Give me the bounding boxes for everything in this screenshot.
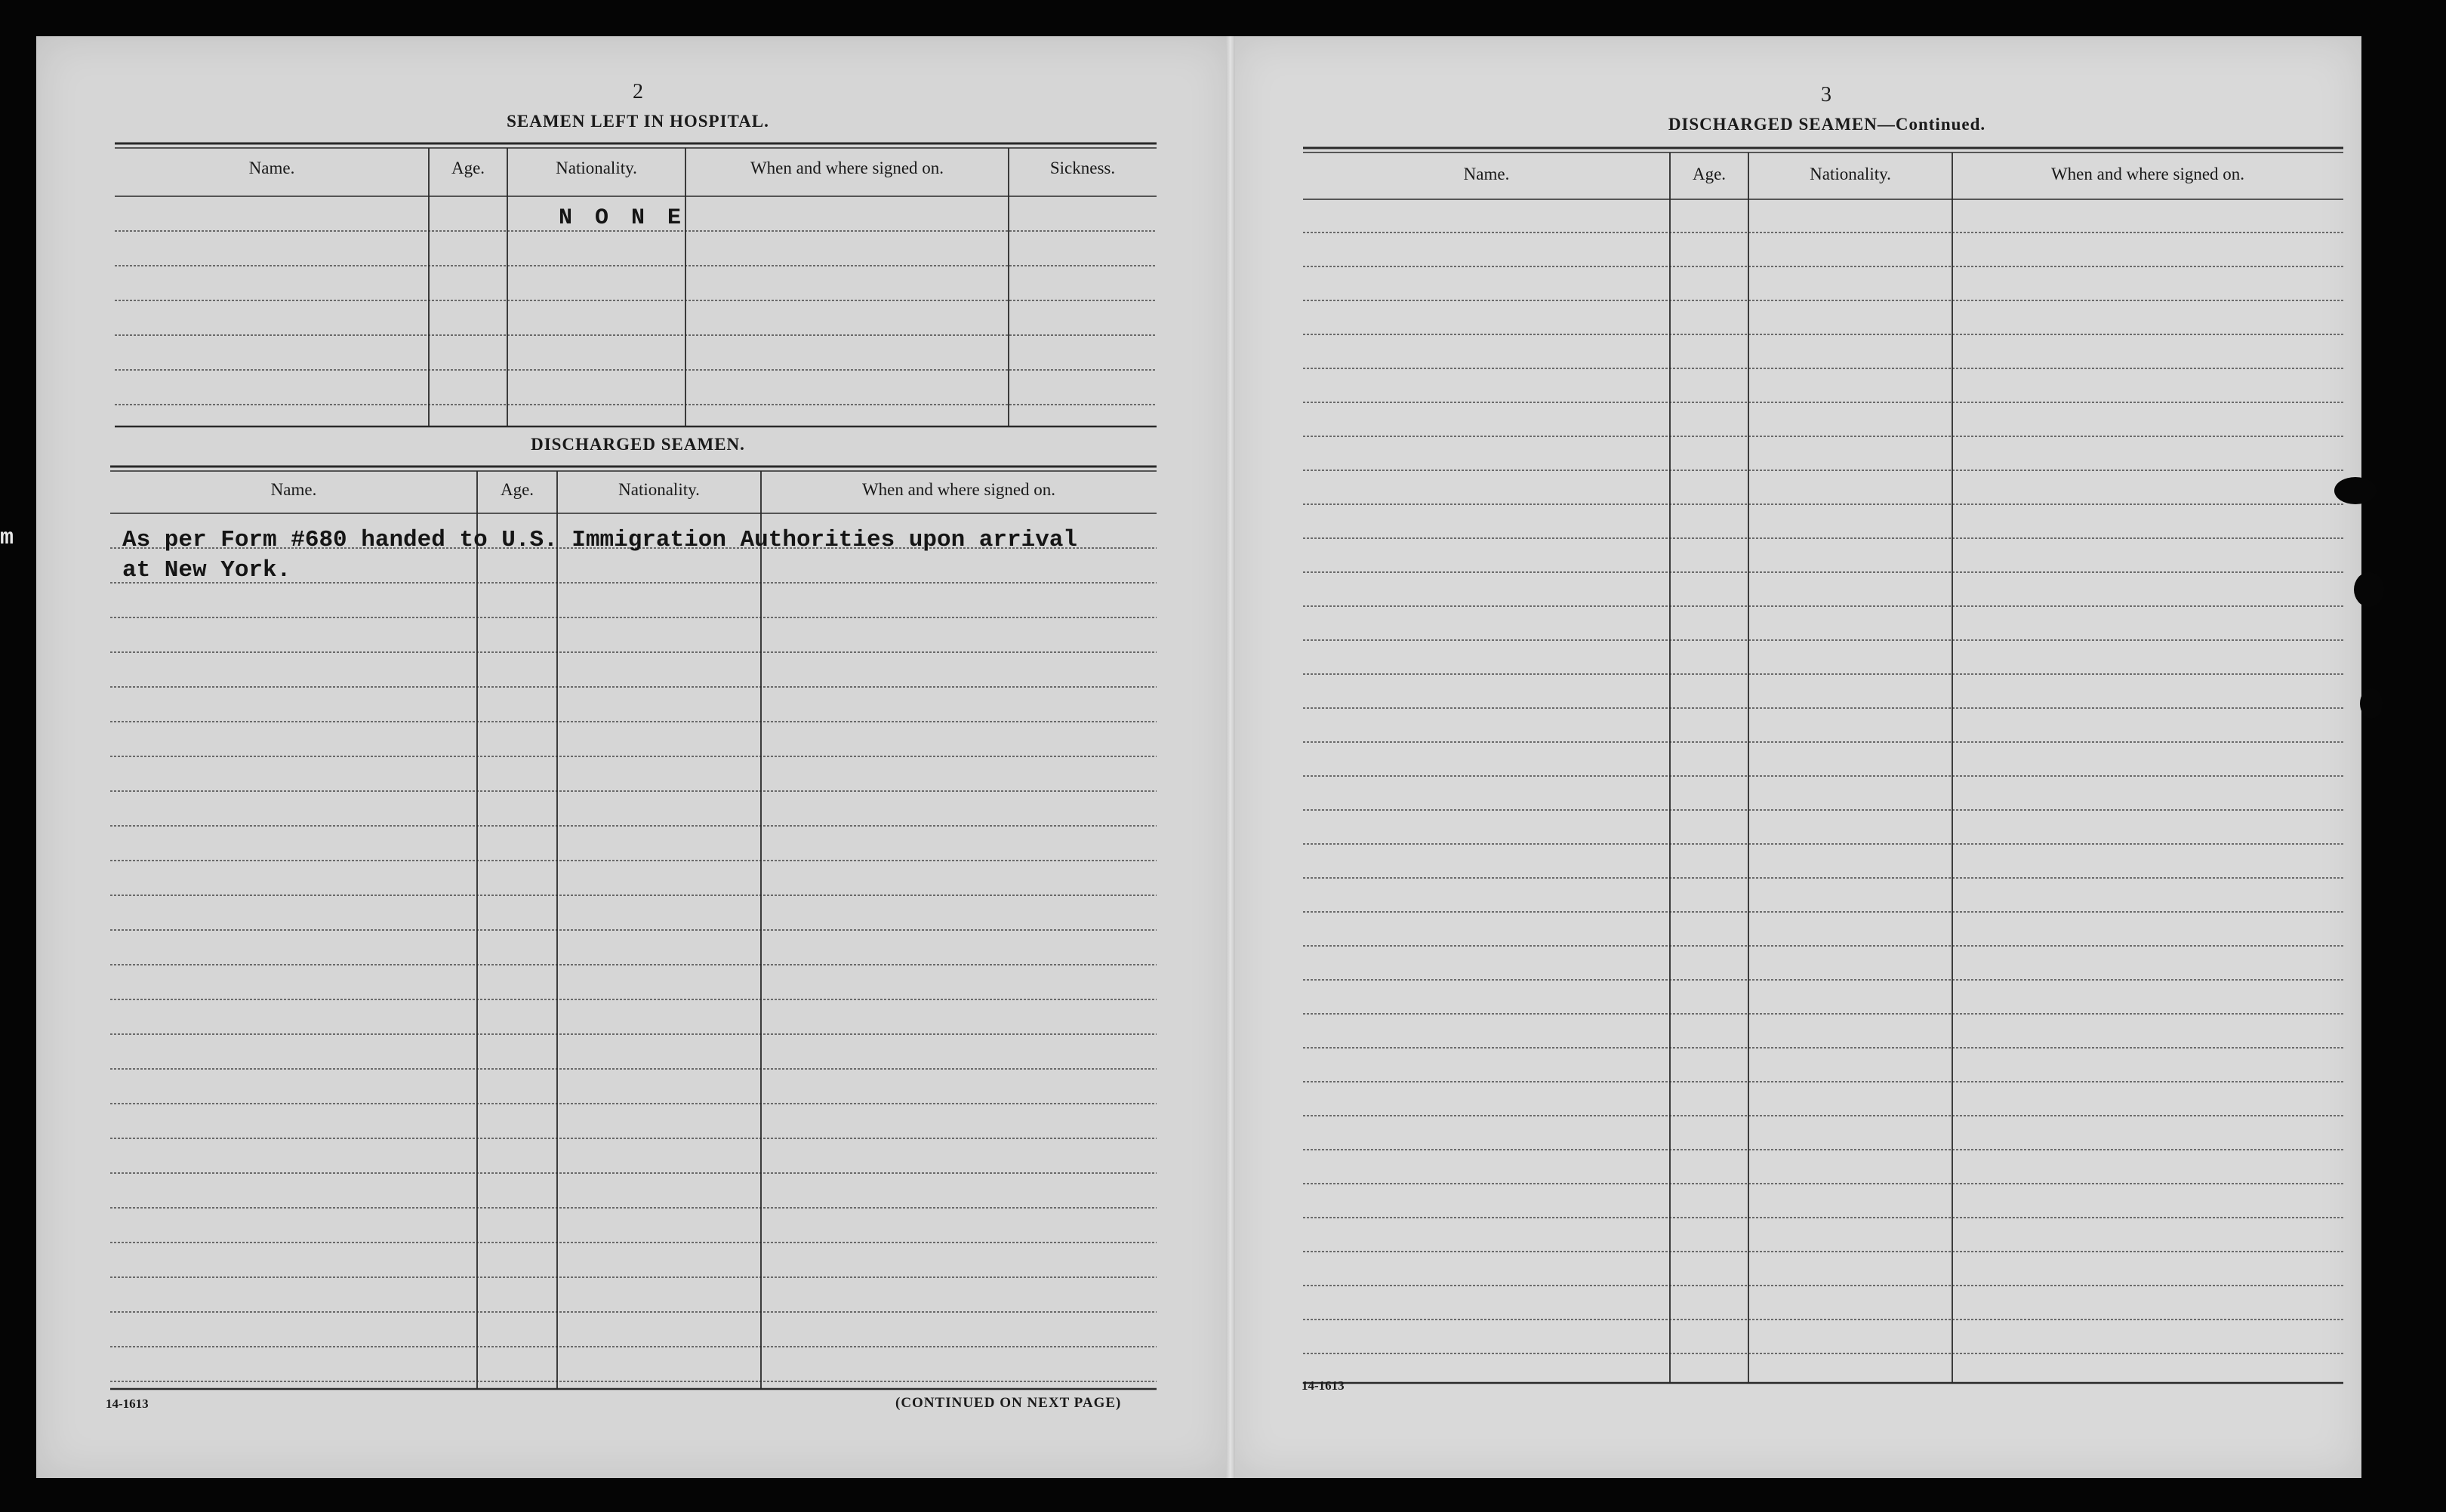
discharged-continued-grid — [1303, 148, 2343, 1383]
hospital-col-nationality: Nationality. — [556, 159, 637, 177]
form-number-left: 14-1613 — [106, 1397, 149, 1411]
right-section-title: DISCHARGED SEAMEN—Continued. — [1668, 115, 1986, 134]
binder-edge-mark — [2360, 688, 2383, 719]
continued-note: (CONTINUED ON NEXT PAGE) — [895, 1395, 1122, 1411]
discharged-col-signed-on: When and where signed on. — [861, 480, 1056, 499]
discharged-table-grid — [110, 467, 1157, 1389]
page-number-right: 3 — [1821, 83, 1831, 106]
discharged-col-nationality: Nationality. — [618, 480, 700, 499]
right-col-signed-on: When and where signed on. — [2050, 165, 2245, 183]
hospital-col-sickness: Sickness. — [1049, 159, 1116, 177]
discharged-table — [110, 467, 1157, 1389]
hospital-col-name: Name. — [248, 159, 295, 177]
discharged-col-age: Age. — [500, 480, 534, 499]
discharged-col-name: Name. — [270, 480, 317, 499]
hospital-section-title: SEAMEN LEFT IN HOSPITAL. — [507, 112, 769, 131]
discharged-entry-line-1: As per Form #680 handed to U.S. Immigration Authorities upon arrival — [122, 527, 1078, 553]
hospital-table — [115, 143, 1157, 427]
binder-hole-mark — [2354, 572, 2384, 607]
hospital-col-age: Age. — [451, 159, 485, 177]
right-col-nationality: Nationality. — [1810, 165, 1891, 183]
hospital-none-entry: N O N E — [559, 205, 686, 231]
page-number-left: 2 — [633, 80, 643, 103]
right-col-name: Name. — [1463, 165, 1510, 183]
discharged-entry-line-2: at New York. — [122, 557, 291, 584]
right-col-age: Age. — [1692, 165, 1727, 183]
hospital-col-signed-on: When and where signed on. — [750, 159, 944, 177]
form-number-right: 14-1613 — [1302, 1378, 1345, 1393]
margin-fragment: m — [0, 525, 14, 551]
page-fold — [1226, 36, 1235, 1478]
binder-clip-mark — [2334, 477, 2377, 504]
hospital-table-grid — [115, 143, 1157, 427]
discharged-continued-table — [1303, 148, 2343, 1383]
discharged-section-title: DISCHARGED SEAMEN. — [531, 435, 745, 454]
